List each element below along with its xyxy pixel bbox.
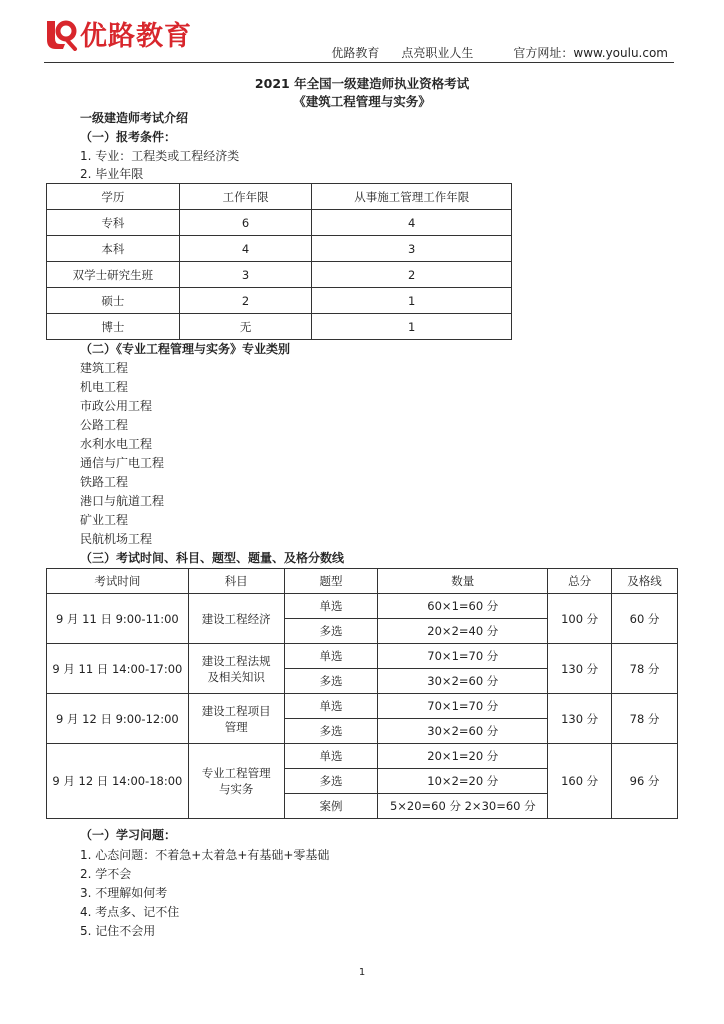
question-count: 70×1=70 分 — [378, 644, 548, 669]
list-item: 市政公用工程 — [80, 399, 153, 413]
table-row — [47, 644, 678, 669]
table-row — [47, 236, 512, 262]
question-count: 70×1=70 分 — [378, 694, 548, 719]
exam-subject: 建设工程法规及相关知识 — [188, 644, 284, 694]
section-categories-title: （二）《专业工程管理与实务》专业类别 — [80, 342, 291, 356]
list-item: 通信与广电工程 — [80, 456, 165, 470]
edu-header-mgmt-years: 从事施工管理工作年限 — [312, 184, 512, 210]
table-cell: 2 — [312, 262, 512, 288]
table-row — [47, 210, 512, 236]
list-item: 3. 不理解如何考 — [80, 886, 168, 900]
table-row — [47, 744, 678, 769]
exam-subject: 建设工程项目管理 — [188, 694, 284, 744]
pass-score: 96 分 — [612, 744, 678, 819]
youlu-logo-icon — [44, 17, 78, 51]
doc-title-line1: 2021 年全国一级建造师执业资格考试 — [254, 76, 470, 91]
exam-header-time: 考试时间 — [47, 569, 189, 594]
question-count: 30×2=60 分 — [378, 669, 548, 694]
edu-header-years: 工作年限 — [179, 184, 312, 210]
pass-score: 78 分 — [612, 644, 678, 694]
question-count: 20×2=40 分 — [378, 619, 548, 644]
table-cell: 3 — [312, 236, 512, 262]
question-type: 单选 — [284, 594, 378, 619]
table-cell: 1 — [312, 288, 512, 314]
question-count: 5×20=60 分 2×30=60 分 — [378, 794, 548, 819]
table-row — [47, 314, 512, 340]
question-type: 单选 — [284, 744, 378, 769]
exam-header-type: 题型 — [284, 569, 378, 594]
exam-time: 9 月 12 日 14:00-18:00 — [47, 744, 189, 819]
question-type: 案例 — [284, 794, 378, 819]
section-exam-title: （三）考试时间、科目、题型、题量、及格分数线 — [80, 551, 345, 565]
list-item: 2. 学不会 — [80, 867, 132, 881]
table-cell: 3 — [179, 262, 312, 288]
table-cell: 硕士 — [47, 288, 180, 314]
exam-header-pass: 及格线 — [612, 569, 678, 594]
exam-subject: 专业工程管理与实务 — [188, 744, 284, 819]
question-count: 30×2=60 分 — [378, 719, 548, 744]
list-item: 铁路工程 — [80, 475, 129, 489]
exam-header-count: 数量 — [378, 569, 548, 594]
education-table — [46, 183, 512, 340]
list-item: 1. 心态问题：不着急+太着急+有基础+零基础 — [80, 848, 330, 862]
requirement-item-2: 2. 毕业年限 — [80, 167, 144, 181]
list-item: 水利水电工程 — [80, 437, 153, 451]
slogan-brand: 优路教育 — [331, 46, 380, 60]
total-score: 160 分 — [548, 744, 612, 819]
table-cell: 博士 — [47, 314, 180, 340]
table-cell: 1 — [312, 314, 512, 340]
exam-table — [46, 568, 678, 819]
exam-subject: 建设工程经济 — [188, 594, 284, 644]
question-type: 单选 — [284, 694, 378, 719]
website-link[interactable]: www.youlu.com — [573, 46, 668, 60]
table-cell: 本科 — [47, 236, 180, 262]
exam-time: 9 月 11 日 9:00-11:00 — [47, 594, 189, 644]
table-cell: 无 — [179, 314, 312, 340]
question-count: 60×1=60 分 — [378, 594, 548, 619]
list-item: 4. 考点多、记不住 — [80, 905, 180, 919]
table-row — [47, 594, 678, 619]
pass-score: 60 分 — [612, 594, 678, 644]
total-score: 130 分 — [548, 694, 612, 744]
list-item: 5. 记住不会用 — [80, 924, 156, 938]
pass-score: 78 分 — [612, 694, 678, 744]
list-item: 民航机场工程 — [80, 532, 153, 546]
exam-header-subject: 科目 — [188, 569, 284, 594]
header-divider — [44, 62, 674, 63]
exam-time: 9 月 12 日 9:00-12:00 — [47, 694, 189, 744]
doc-title-line2: 《建筑工程管理与实务》 — [293, 94, 431, 109]
table-cell: 2 — [179, 288, 312, 314]
table-row — [47, 262, 512, 288]
question-count: 10×2=20 分 — [378, 769, 548, 794]
table-cell: 专科 — [47, 210, 180, 236]
question-type: 多选 — [284, 669, 378, 694]
question-type: 多选 — [284, 719, 378, 744]
exam-time: 9 月 11 日 14:00-17:00 — [47, 644, 189, 694]
table-cell: 6 — [179, 210, 312, 236]
intro-heading: 一级建造师考试介绍 — [80, 111, 189, 125]
logo — [44, 14, 192, 53]
list-item: 公路工程 — [80, 418, 129, 432]
question-count: 20×1=20 分 — [378, 744, 548, 769]
total-score: 100 分 — [548, 594, 612, 644]
website-label: 官方网址： — [513, 46, 574, 60]
section-requirements-title: （一）报考条件： — [80, 130, 177, 144]
slogan-text: 点亮职业人生 — [401, 46, 474, 60]
list-item: 建筑工程 — [80, 361, 129, 375]
list-item: 矿业工程 — [80, 513, 129, 527]
total-score: 130 分 — [548, 644, 612, 694]
list-item: 机电工程 — [80, 380, 129, 394]
requirement-item-1: 1. 专业：工程类或工程经济类 — [80, 149, 240, 163]
question-type: 多选 — [284, 619, 378, 644]
header-slogan — [309, 44, 668, 61]
exam-header-total: 总分 — [548, 569, 612, 594]
question-type: 多选 — [284, 769, 378, 794]
table-row — [47, 288, 512, 314]
question-type: 单选 — [284, 644, 378, 669]
table-cell: 4 — [179, 236, 312, 262]
section-study-title: （一）学习问题： — [80, 828, 177, 842]
table-cell: 双学士研究生班 — [47, 262, 180, 288]
page-number: 1 — [358, 967, 366, 978]
list-item: 港口与航道工程 — [80, 494, 165, 508]
brand-name: 优路教育 — [80, 21, 192, 52]
table-row — [47, 694, 678, 719]
table-cell: 4 — [312, 210, 512, 236]
edu-header-degree: 学历 — [47, 184, 180, 210]
